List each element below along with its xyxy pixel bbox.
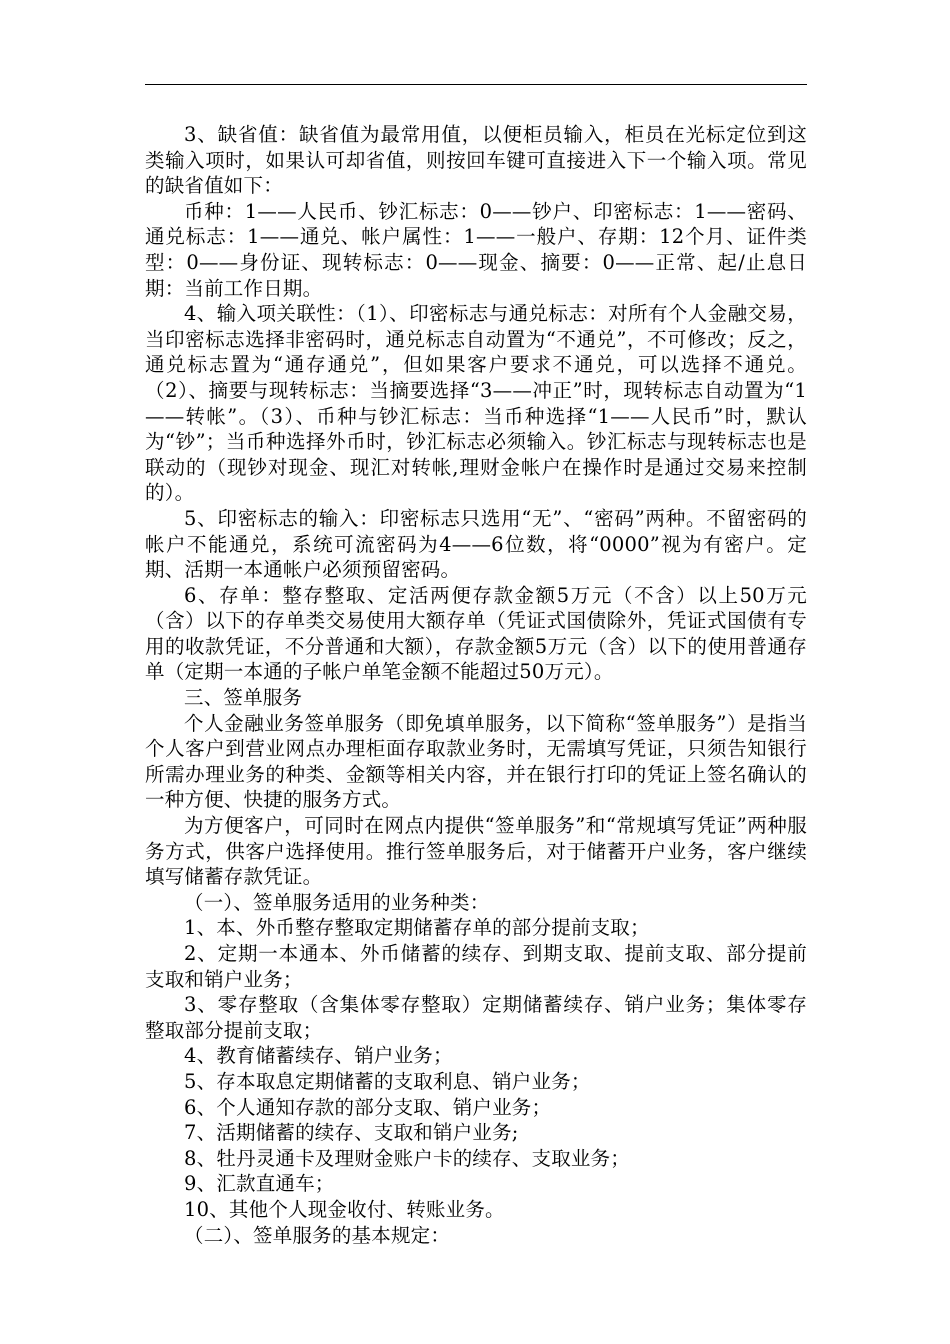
list-item: 3、零存整取（含集体零存整取）定期储蓄续存、销户业务；集体零存整取部分提前支取；	[145, 993, 807, 1042]
list-item: 10、其他个人现金收付、转账业务。	[184, 1197, 505, 1221]
subheading-applicable-business: （一）、签单服务适用的业务种类：	[184, 890, 490, 914]
header-rule	[145, 84, 807, 85]
paragraph-sign-service-options: 为方便客户，可同时在网点内提供“签单服务”和“常规填写凭证”两种服务方式，供客户选择使用。推行签单服务后，对于储蓄开户业务，客户继续填写储蓄存款凭证。	[145, 814, 807, 889]
document-body	[145, 122, 807, 1248]
section-heading-sign-service: 三、签单服务	[184, 686, 303, 710]
list-item: 2、定期一本通本、外币储蓄的续存、到期支取、提前支取、部分提前支取和销户业务；	[145, 942, 807, 991]
paragraph-default-values: 3、缺省值：缺省值为最常用值，以便柜员输入，柜员在光标定位到这类输入项时，如果认可却省值，则按回车键可直接进入下一个输入项。常见的缺省值如下：	[145, 123, 807, 198]
paragraph-default-list: 币种：1——人民币、钞汇标志：0——钞户、印密标志：1——密码、通兑标志：1——通兑、帐户属性：1——一般户、存期：12个月、证件类型：0——身份证、现转标志：0——现金、摘要：0——正常、起/止息日期：当前工作日期。	[145, 199, 807, 300]
list-item: 9、汇款直通车；	[184, 1172, 335, 1196]
paragraph-sign-service-definition: 个人金融业务签单服务（即免填单服务，以下简称“签单服务”）是指当个人客户到营业网点办理柜面存取款业务时，无需填写凭证，只须告知银行所需办理业务的种类、金额等相关内容，并在银行打印的凭证上签名确认的一种方便、快捷的服务方式。	[145, 711, 807, 812]
list-item: 8、牡丹灵通卡及理财金账户卡的续存、支取业务；	[184, 1146, 631, 1170]
list-item: 5、存本取息定期储蓄的支取利息、销户业务；	[184, 1069, 591, 1093]
list-item: 7、活期储蓄的续存、支取和销户业务;	[184, 1121, 519, 1145]
paragraph-field-relations: 4、输入项关联性：（1）、印密标志与通兑标志：对所有个人金融交易，当印密标志选择非密码时，通兑标志自动置为“不通兑”，不可修改；反之，通兑标志置为“通存通兑”，但如果客户要求不通兑，可以选择不通兑。（2）、摘要与现转标志：当摘要选择“3——冲正”时，现转标志自动置为“1——转帐”。（3）、币种与钞汇标志：当币种选择“1——人民币”时，默认为“钞”；当币种选择外币时，钞汇标志必须输入。钞汇标志与现转标志也是联动的（现钞对现金、现汇对转帐,理财金帐户在操作时是通过交易来控制的）。	[145, 302, 807, 505]
subheading-basic-rules: （二）、签单服务的基本规定：	[184, 1223, 451, 1247]
paragraph-deposit-slip: 6、存单：整存整取、定活两便存款金额5万元（不含）以上50万元（含）以下的存单类交易使用大额存单（凭证式国债除外，凭证式国债有专用的收款凭证，不分普通和大额），存款金额5万元（含）以下的使用普通存单（定期一本通的子帐户单笔金额不能超过50万元）。	[145, 583, 807, 684]
list-item: 6、个人通知存款的部分支取、销户业务；	[184, 1095, 552, 1119]
paragraph-seal-flag: 5、印密标志的输入：印密标志只选用“无”、“密码”两种。不留密码的帐户不能通兑，系统可流密码为4——6位数，将“0000”视为有密户。定期、活期一本通帐户必须预留密码。	[145, 506, 807, 582]
list-item: 4、教育储蓄续存、销户业务；	[184, 1044, 453, 1068]
list-item: 1、本、外币整存整取定期储蓄存单的部分提前支取；	[184, 916, 650, 940]
